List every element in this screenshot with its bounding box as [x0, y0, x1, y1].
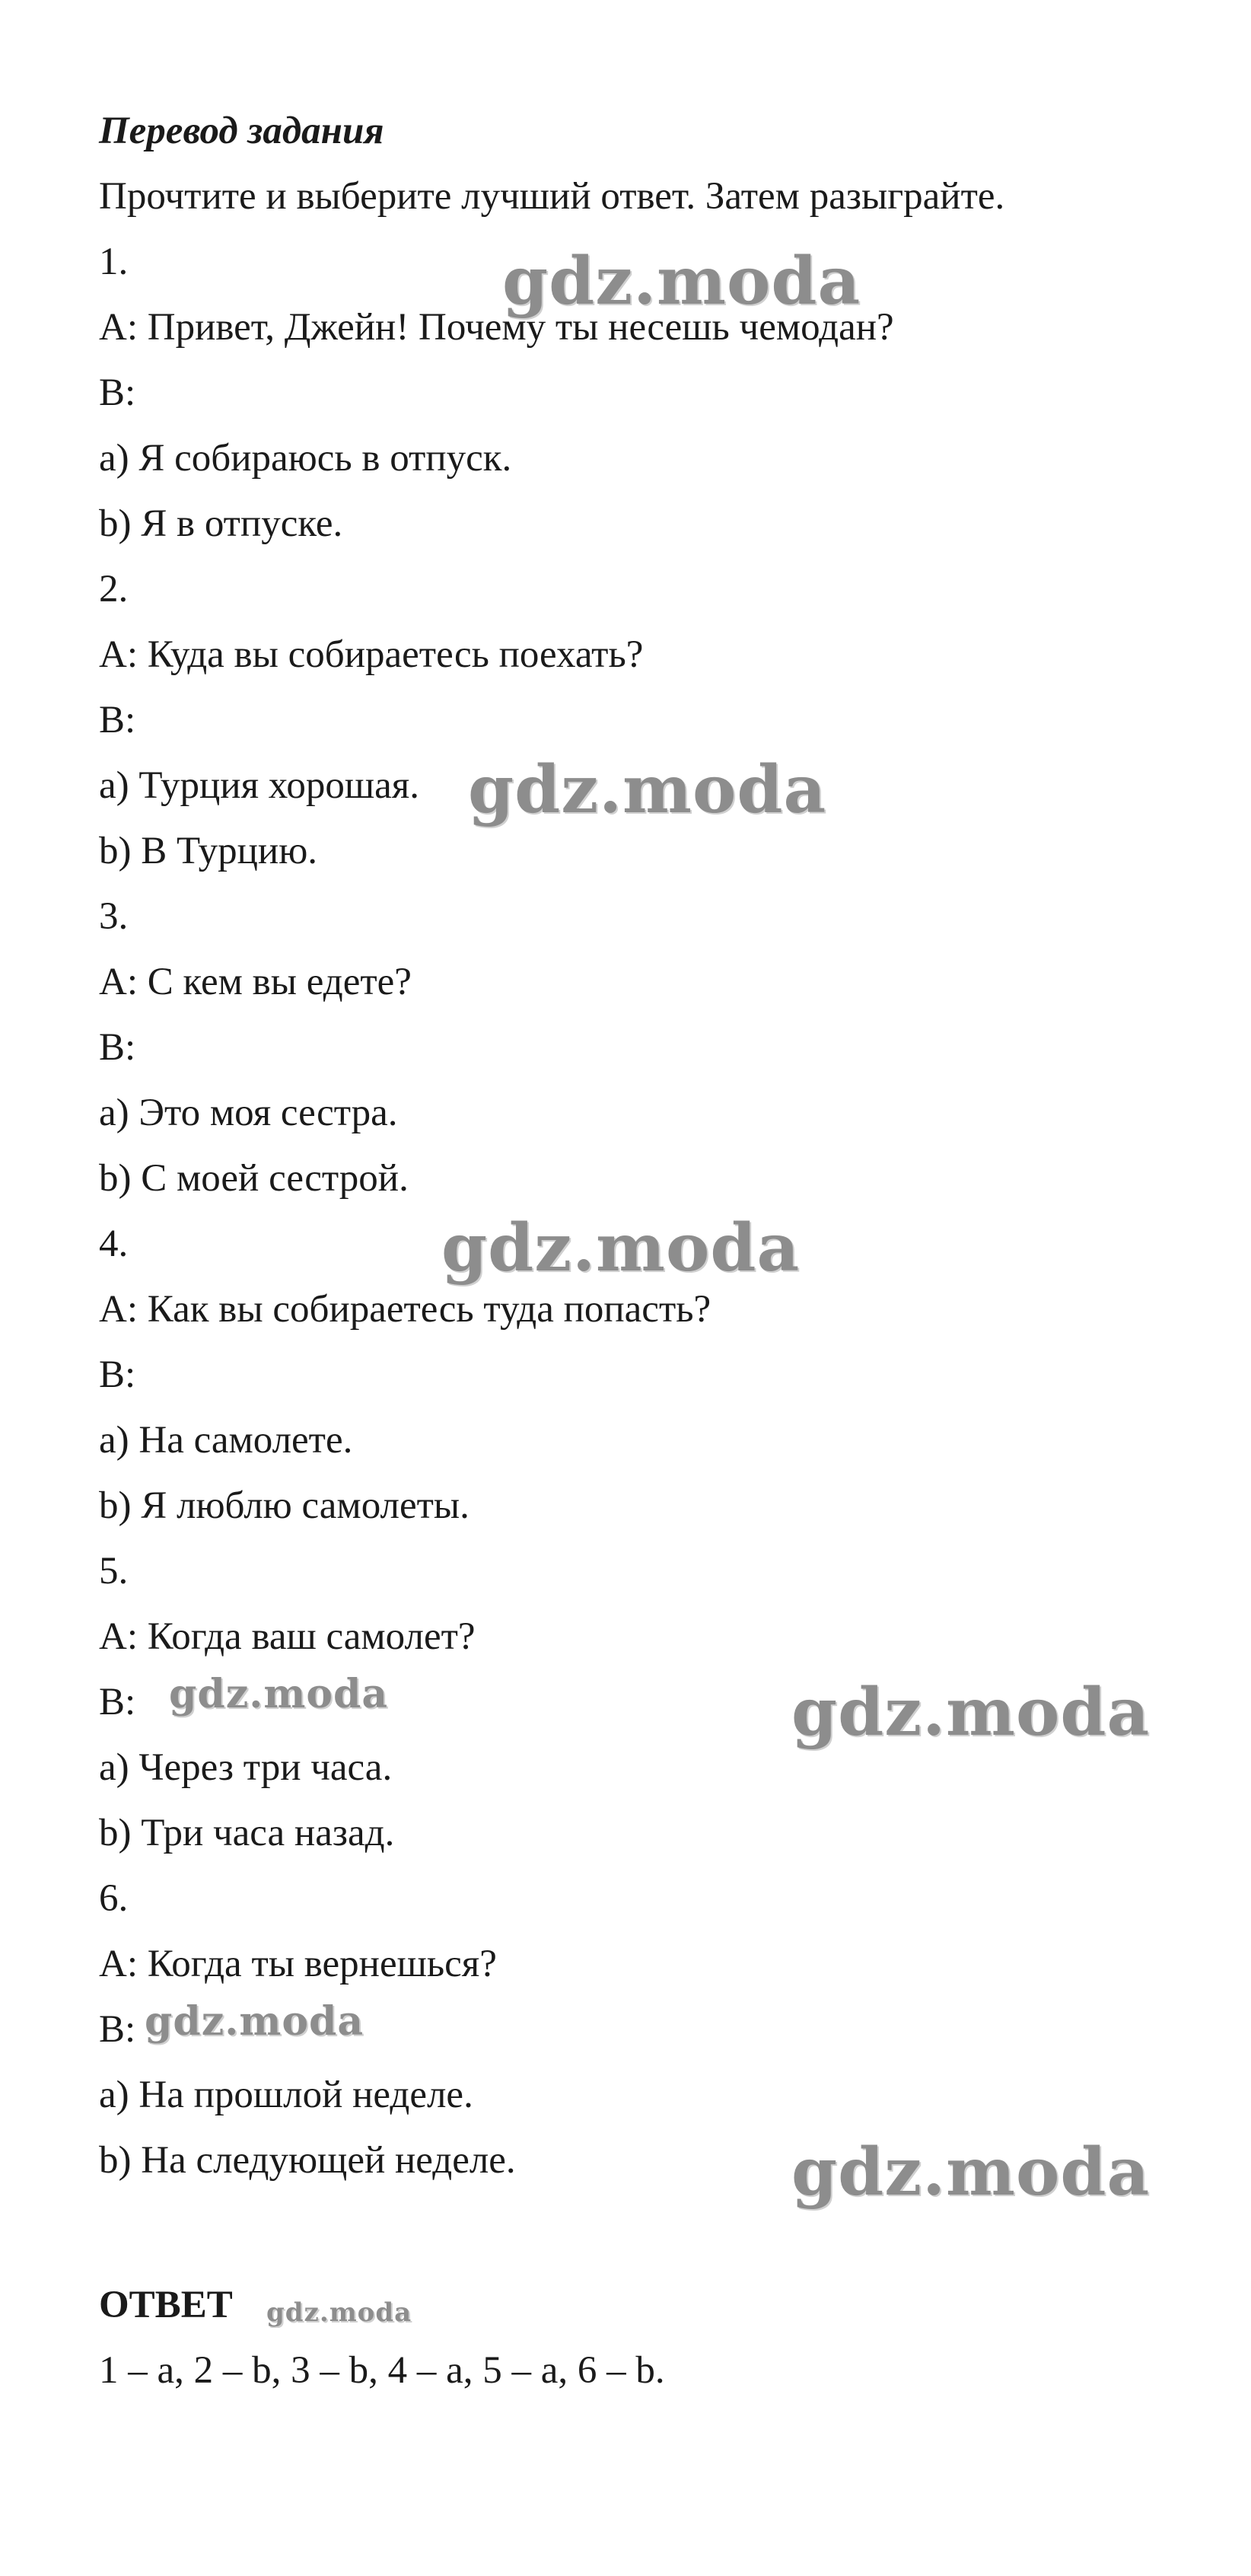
- dialog-line-b: B:: [99, 699, 136, 741]
- dialog-line-a: A: Привет, Джейн! Почему ты несешь чемодан?: [99, 306, 894, 349]
- watermark-logo: gdz.moda: [468, 751, 827, 828]
- item-number: 3.: [99, 895, 129, 938]
- watermark-logo: gdz.moda: [145, 1998, 364, 2045]
- item-number: 1.: [99, 241, 129, 283]
- option-a: a) Турция хорошая.: [99, 764, 419, 807]
- answer-title: ОТВЕТ: [99, 2284, 233, 2326]
- dialog-line-b: B:: [99, 1681, 136, 1723]
- watermark-logo: gdz.moda: [169, 1671, 389, 1717]
- watermark-logo: gdz.moda: [502, 243, 861, 320]
- dialog-line-b: B:: [99, 2008, 136, 2051]
- answer-text: 1 – a, 2 – b, 3 – b, 4 – a, 5 – a, 6 – b.: [99, 2349, 665, 2392]
- option-a: a) Это моя сестра.: [99, 1092, 398, 1134]
- option-b: b) На следующей неделе.: [99, 2139, 516, 2182]
- option-b: b) Три часа назад.: [99, 1812, 395, 1854]
- option-a: a) Через три часа.: [99, 1746, 393, 1789]
- option-b: b) В Турцию.: [99, 830, 318, 872]
- option-a: a) Я собираюсь в отпуск.: [99, 437, 512, 480]
- watermark-logo: gdz.moda: [266, 2297, 412, 2328]
- option-b: b) С моей сестрой.: [99, 1157, 409, 1200]
- instruction-text: Прочтите и выберите лучший ответ. Затем разыграйте.: [99, 175, 1005, 218]
- option-a: a) На самолете.: [99, 1419, 353, 1462]
- item-number: 5.: [99, 1550, 129, 1592]
- dialog-line-a: A: Когда ты вернешься?: [99, 1943, 497, 1985]
- item-number: 2.: [99, 568, 129, 611]
- watermark-logo: gdz.moda: [441, 1210, 801, 1286]
- watermark-logo: gdz.moda: [791, 1674, 1151, 1751]
- dialog-line-a: A: С кем вы едете?: [99, 961, 412, 1003]
- dialog-line-a: A: Как вы собираетесь туда попасть?: [99, 1288, 711, 1331]
- dialog-line-b: B:: [99, 371, 136, 414]
- dialog-line-a: A: Когда ваш самолет?: [99, 1615, 476, 1658]
- watermark-logo: gdz.moda: [791, 2134, 1151, 2211]
- option-a: a) На прошлой неделе.: [99, 2074, 473, 2116]
- dialog-line-a: A: Куда вы собираетесь поехать?: [99, 633, 644, 676]
- item-number: 6.: [99, 1877, 129, 1920]
- item-number: 4.: [99, 1223, 129, 1265]
- option-b: b) Я в отпуске.: [99, 502, 343, 545]
- page-title: Перевод задания: [99, 110, 384, 152]
- dialog-line-b: B:: [99, 1353, 136, 1396]
- dialog-line-b: B:: [99, 1026, 136, 1069]
- option-b: b) Я люблю самолеты.: [99, 1484, 470, 1527]
